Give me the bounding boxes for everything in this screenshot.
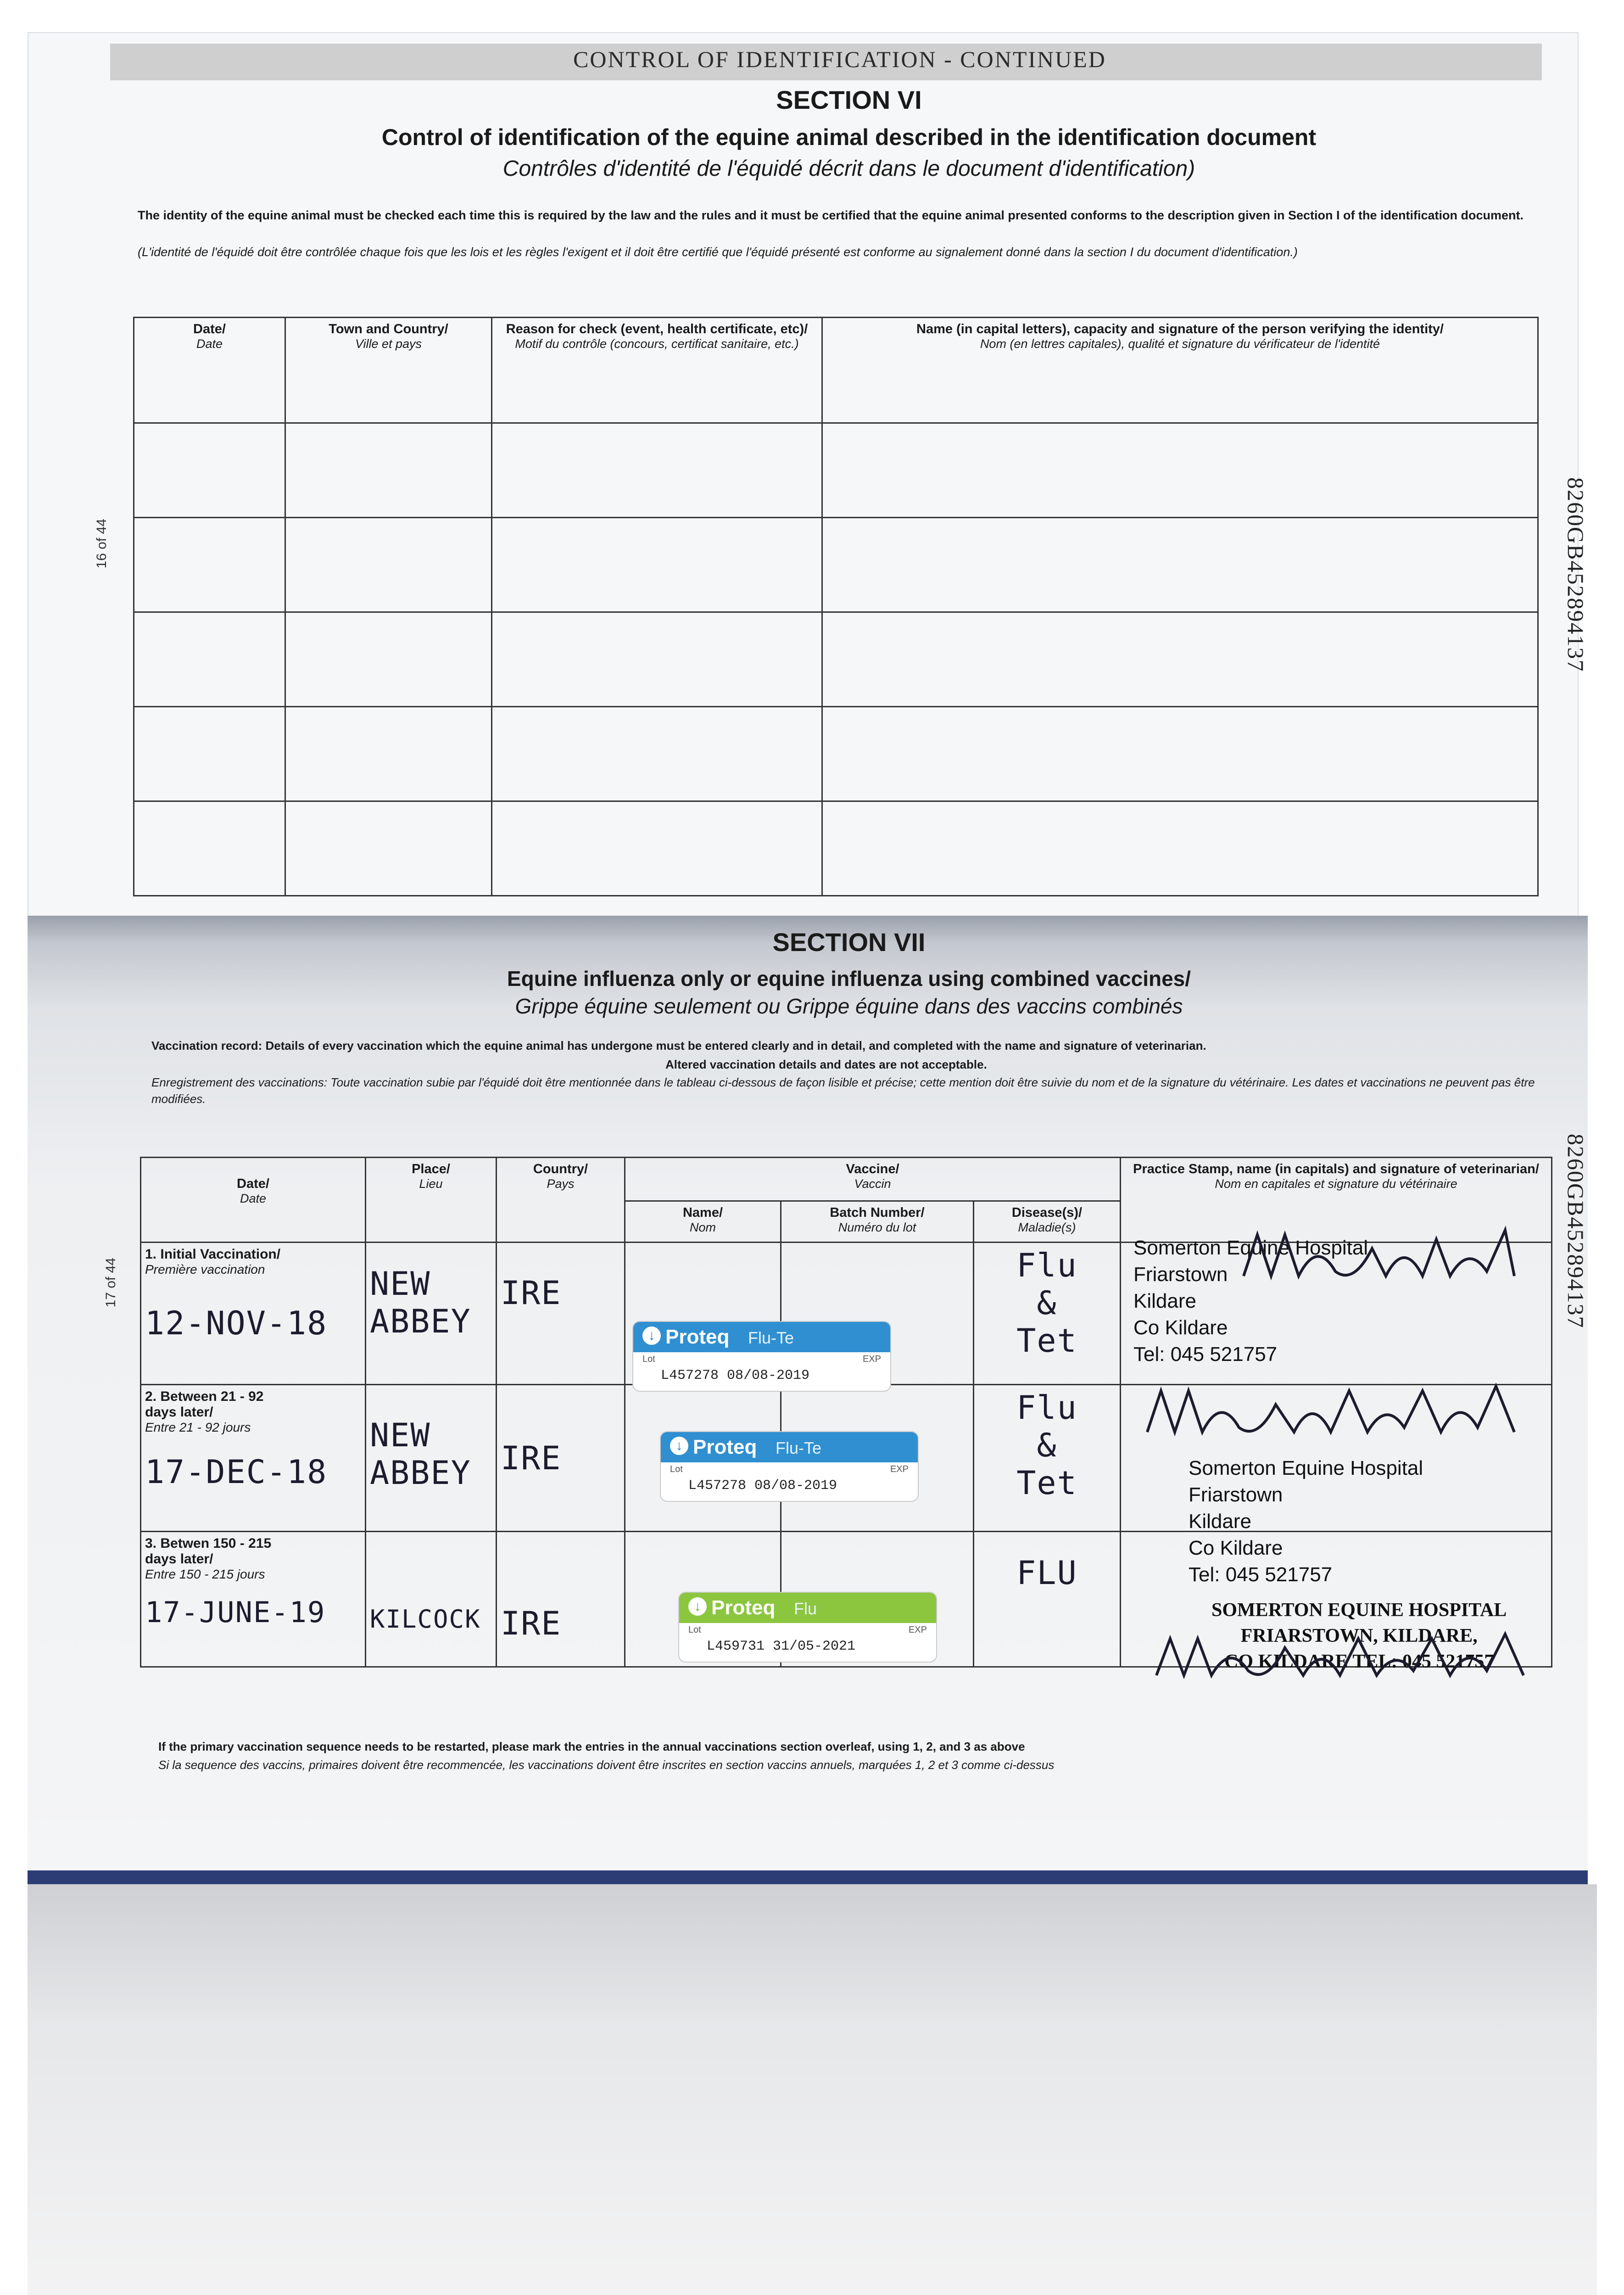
sticker-lot: L457278 08/08-2019 <box>661 1368 810 1383</box>
row-2-place-line-2: ABBEY <box>370 1454 471 1492</box>
row-1-label-en: 1. Initial Vaccination/ <box>145 1247 281 1262</box>
sticker-product: Flu <box>794 1599 817 1618</box>
col-name-en: Name/ <box>682 1205 723 1220</box>
sticker-lot-tag: Lot <box>670 1464 683 1474</box>
row-1-disease-line-3: Tet <box>1016 1322 1077 1360</box>
table-row <box>134 801 1538 896</box>
row-2-label-fr: Entre 21 - 92 jours <box>145 1420 251 1434</box>
side-code-top: 8260GB452894137 <box>1563 477 1589 672</box>
col-town-header <box>285 318 492 423</box>
stamp-2-line-4: Co Kildare <box>1189 1537 1283 1559</box>
row-3-label-en-2: days later/ <box>145 1551 213 1567</box>
col-town-en: Town and Country/ <box>329 322 448 336</box>
col-place-header <box>366 1158 497 1243</box>
col-practice-fr: Nom en capitales et signature du vétérinaire <box>1215 1177 1457 1191</box>
scan-background <box>28 1884 1597 2295</box>
stamp-1-line-4: Co Kildare <box>1133 1316 1228 1339</box>
row-2-label-en: 2. Between 21 - 92 <box>145 1389 264 1404</box>
stamp-2-line-5: Tel: 045 521757 <box>1189 1563 1333 1586</box>
col-date-fr: Date <box>240 1192 267 1205</box>
stamp-1-line-2: Friarstown <box>1133 1263 1228 1286</box>
row-1-date: 12-NOV-18 <box>145 1304 328 1342</box>
row-2-disease-line-3: Tet <box>1016 1464 1077 1502</box>
row-1-country: IRE <box>501 1274 562 1312</box>
col-date-en: Date/ <box>237 1176 269 1191</box>
vaccination-header-row-1 <box>141 1158 1552 1201</box>
section-6-instruction-en: The identity of the equine animal must be checked each time this is required by the law and the rules and it must be certified that the equine animal presented conforms to the description given in Section I of the identification document. <box>138 208 1524 222</box>
col-verifier-en: Name (in capital letters), capacity and signature of the person verifying the identity/ <box>916 322 1444 336</box>
veterinarian-signature-1 <box>1239 1221 1533 1294</box>
col-country-fr: Pays <box>547 1177 575 1191</box>
stamp-1-line-5: Tel: 045 521757 <box>1133 1343 1278 1366</box>
sticker-product: Flu-Te <box>748 1328 794 1347</box>
stamp-2-line-2: Friarstown <box>1189 1483 1283 1506</box>
row-3-disease: FLU <box>1016 1554 1077 1592</box>
row-1-disease-cell <box>974 1243 1121 1385</box>
row-2-date-cell <box>141 1385 366 1532</box>
identity-check-table <box>133 317 1539 896</box>
row-1-label-fr: Première vaccination <box>145 1262 265 1276</box>
col-date-en: Date/ <box>193 322 226 336</box>
table-row <box>134 518 1538 612</box>
col-reason-header <box>492 318 822 423</box>
row-1-date-cell <box>141 1243 366 1385</box>
col-reason-fr: Motif du contrôle (concours, certificat sanitaire, etc.) <box>515 337 799 351</box>
section-7-subtitle-fr: Grippe équine seulement ou Grippe équine dans des vaccins combinés <box>515 994 1183 1018</box>
col-name-fr: Nom <box>689 1220 716 1234</box>
col-reason-en: Reason for check (event, health certificate, etc)/ <box>506 322 808 336</box>
col-practice-en: Practice Stamp, name (in capitals) and signature of veterinarian/ <box>1133 1162 1539 1176</box>
row-2-place-line-1: NEW <box>370 1416 431 1454</box>
stamp-2-line-1: Somerton Equine Hospital <box>1189 1457 1423 1479</box>
row-2-country: IRE <box>501 1439 562 1477</box>
row-2-disease-line-1: Flu <box>1016 1389 1077 1427</box>
table-row <box>134 423 1538 518</box>
stamp-3-line-3: CO KILDARE TEL: 045 521757 <box>1224 1651 1494 1672</box>
col-vaccine-header <box>625 1158 1121 1201</box>
vaccination-record-en: Vaccination record: Details of every vaccination which the equine animal has undergone must be entered clearly and in detail, and completed with the name and signature of veterinarian. <box>151 1039 1206 1052</box>
row-1-disease-line-1: Flu <box>1016 1247 1077 1284</box>
col-verifier-fr: Nom (en lettres capitales), qualité et signature du vérificateur de l'identité <box>980 337 1380 351</box>
row-2-disease-cell <box>974 1385 1121 1532</box>
col-disease-header <box>974 1201 1121 1243</box>
col-town-fr: Ville et pays <box>355 337 422 351</box>
col-place-en: Place/ <box>412 1162 450 1176</box>
stamp-3-line-1: SOMERTON EQUINE HOSPITAL <box>1211 1600 1507 1621</box>
practice-stamp-2 <box>1189 1455 1423 1588</box>
vaccine-sticker-1 <box>633 1322 890 1391</box>
vaccination-record-en-2: Altered vaccination details and dates are not acceptable. <box>665 1058 987 1071</box>
row-1-country-cell <box>497 1243 625 1385</box>
col-date-header <box>134 318 285 423</box>
row-3-label-en: 3. Betwen 150 - 215 <box>145 1536 272 1551</box>
col-country-en: Country/ <box>533 1162 588 1176</box>
row-3-disease-cell <box>974 1532 1121 1667</box>
sticker-brand: Proteq <box>711 1596 776 1619</box>
page-number-17: 17 of 44 <box>103 1258 118 1308</box>
drop-icon: ↓ <box>642 1327 661 1345</box>
col-verifier-header <box>822 318 1538 423</box>
row-2-disease-line-2: & <box>1037 1427 1057 1464</box>
section-6-instruction-fr: (L'identité de l'équidé doit être contrôlée chaque fois que les lois et les règles l'exigent et il doit être certifié que l'équidé présenté est conforme au signalement donné dans la section I du document d'identification.) <box>138 245 1298 259</box>
sticker-lot-tag: Lot <box>642 1354 655 1364</box>
col-batch-header <box>781 1201 974 1243</box>
col-date-header <box>141 1158 366 1243</box>
table-row <box>134 612 1538 707</box>
col-vaccine-fr: Vaccin <box>854 1177 891 1191</box>
row-2-country-cell <box>497 1385 625 1532</box>
col-batch-fr: Numéro du lot <box>838 1220 916 1234</box>
veterinarian-signature-3 <box>1147 1629 1542 1689</box>
sticker-lot: L457278 08/08-2019 <box>688 1478 837 1494</box>
col-disease-fr: Maladie(s) <box>1018 1220 1076 1234</box>
col-vaccine-en: Vaccine/ <box>846 1162 899 1176</box>
footnote-en: If the primary vaccination sequence needs to be restarted, please mark the entries in the annual vaccinations section overleaf, using 1, 2, and 3 as above <box>158 1740 1025 1753</box>
sticker-exp-tag: EXP <box>908 1625 927 1635</box>
row-1-place-cell <box>366 1243 497 1385</box>
section-7-title: SECTION VII <box>772 928 926 957</box>
identity-check-header-row <box>134 318 1538 423</box>
row-3-country: IRE <box>501 1605 562 1642</box>
sticker-exp-tag: EXP <box>862 1354 881 1364</box>
section-6-subtitle-en: Control of identification of the equine animal described in the identification document <box>381 124 1317 150</box>
footnote-fr: Si la sequence des vaccins, primaires doivent être recommencée, les vaccinations doivent être inscrites en section vaccins annuels, marquées 1, 2 et 3 comme ci-dessus <box>158 1758 1055 1772</box>
side-code-bottom: 8260GB452894137 <box>1563 1134 1589 1329</box>
drop-icon: ↓ <box>670 1437 688 1455</box>
section-7-subtitle-en: Equine influenza only or equine influenza using combined vaccines/ <box>507 967 1191 991</box>
header-band-text: CONTROL OF IDENTIFICATION - CONTINUED <box>573 46 1106 72</box>
row-2-place-cell <box>366 1385 497 1532</box>
row-1-place-line-2: ABBEY <box>370 1303 471 1340</box>
stamp-2-line-3: Kildare <box>1189 1510 1251 1533</box>
stamp-3-line-2: FRIARSTOWN, KILDARE, <box>1240 1625 1478 1646</box>
row-1-disease-line-2: & <box>1037 1284 1057 1322</box>
sticker-brand: Proteq <box>665 1326 730 1348</box>
book-cover-edge <box>28 1870 1588 1884</box>
sticker-brand: Proteq <box>693 1436 757 1458</box>
section-6-subtitle-fr: Contrôles d'identité de l'équidé décrit dans le document d'identification) <box>502 157 1195 181</box>
col-disease-en: Disease(s)/ <box>1011 1205 1083 1220</box>
row-3-place: KILCOCK <box>370 1605 481 1634</box>
sticker-lot-tag: Lot <box>688 1625 701 1635</box>
sticker-product: Flu-Te <box>776 1439 822 1457</box>
vaccine-sticker-2 <box>661 1432 918 1501</box>
row-2-label-en-2: days later/ <box>145 1405 213 1420</box>
row-3-place-cell <box>366 1532 497 1667</box>
table-row <box>134 707 1538 801</box>
drop-icon: ↓ <box>688 1597 707 1616</box>
row-2-date: 17-DEC-18 <box>145 1453 328 1491</box>
row-3-label-fr: Entre 150 - 215 jours <box>145 1567 265 1581</box>
stamp-1-line-3: Kildare <box>1133 1290 1196 1312</box>
col-date-fr: Date <box>196 337 223 351</box>
stamp-1-line-1: Somerton Equine Hospital <box>1133 1237 1368 1259</box>
row-1-place-line-1: NEW <box>370 1265 431 1303</box>
section-6-title: SECTION VI <box>776 85 922 114</box>
col-place-fr: Lieu <box>419 1177 443 1191</box>
row-3-date: 17-JUNE-19 <box>145 1595 326 1629</box>
col-name-header <box>625 1201 781 1243</box>
col-batch-en: Batch Number/ <box>830 1205 925 1220</box>
row-3-country-cell <box>497 1532 625 1667</box>
vaccine-sticker-3 <box>679 1593 936 1662</box>
row-3-date-cell <box>141 1532 366 1667</box>
vaccination-record-fr: Enregistrement des vaccinations: Toute vaccination subie par l'équidé doit être mentionnée dans le tableau ci-dessous de façon lisible et précise; cette mention doit être suivie du nom et de la signature du vétérinaire. Les dates et vaccinations ne peuvent pas être modifiées. <box>151 1075 1535 1106</box>
page-number-16: 16 of 44 <box>94 519 109 569</box>
sticker-exp-tag: EXP <box>890 1464 909 1474</box>
sticker-lot: L459731 31/05-2021 <box>707 1639 856 1654</box>
col-country-header <box>497 1158 625 1243</box>
veterinarian-signature-2 <box>1138 1382 1542 1450</box>
